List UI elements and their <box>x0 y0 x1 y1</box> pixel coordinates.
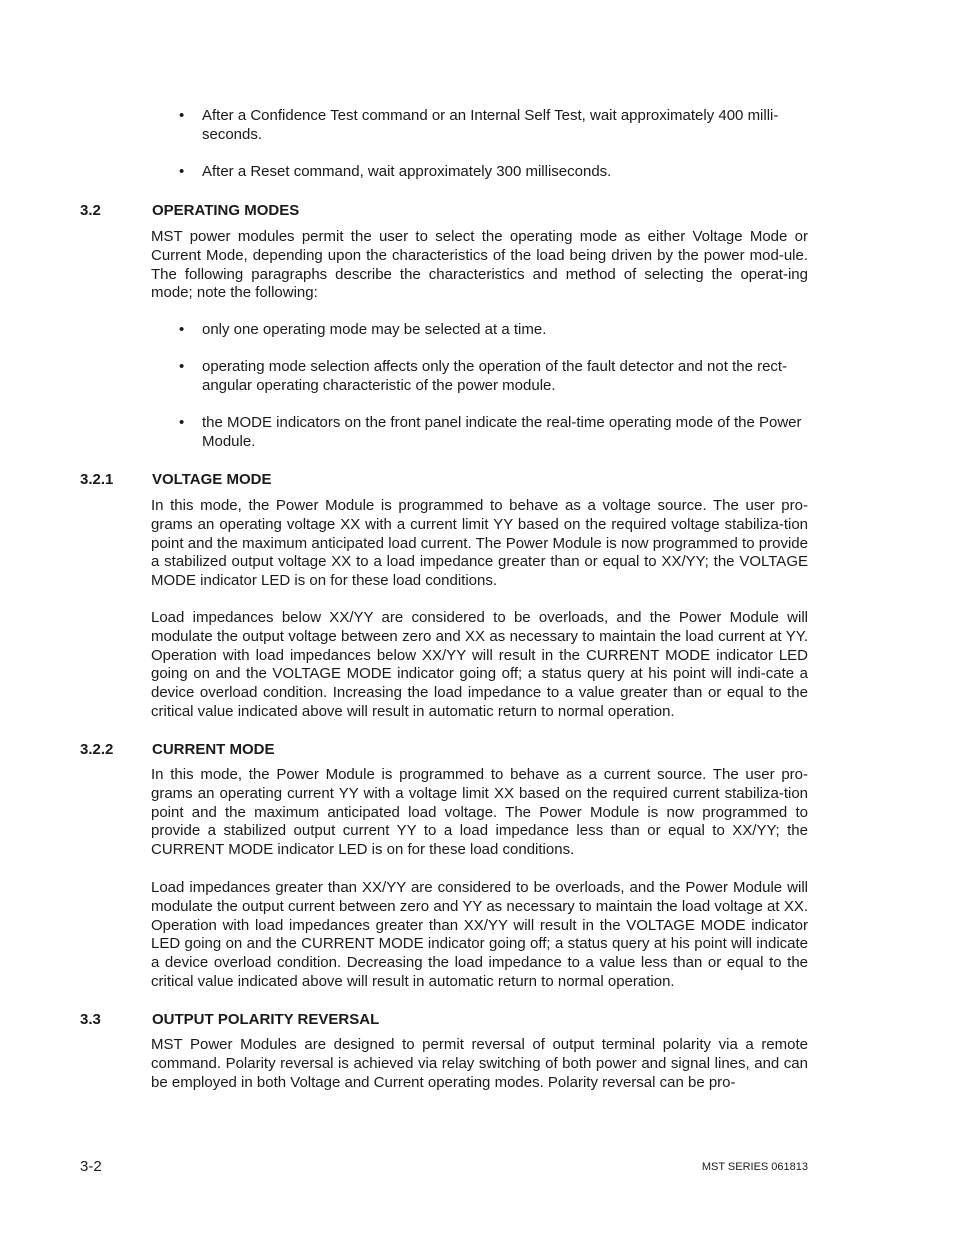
bullet-text: only one operating mode may be selected at a time. <box>202 321 547 338</box>
paragraph: MST power modules permit the user to select the operating mode as either Voltage Mode or Current Mode, depending upon the characteristics of the load being driven by the power mod-ule. The following paragraphs describe the characteristics and method of selecting the operat-ing mode; note the following: <box>151 228 808 302</box>
bullet-text: After a Reset command, wait approximately 300 milliseconds. <box>202 163 612 181</box>
paragraph: MST Power Modules are designed to permit reversal of output terminal polarity via a remote command. Polarity reversal is achieved via relay switching of both power and signal lines, and can be employed in both Voltage and Current operating modes. Polarity reversal can be pro- <box>151 1036 808 1091</box>
section-title: VOLTAGE MODE <box>152 471 272 488</box>
section-heading-3-3 <box>80 1011 379 1029</box>
bullet-text: operating mode selection affects only the operation of the fault detector and not the rect-angular operating characteristic of the power module. <box>202 358 788 395</box>
bullet-symbol: • <box>179 321 185 338</box>
operating-modes-bullet-list <box>179 321 809 452</box>
bullet-symbol: • <box>179 107 185 124</box>
paragraph: Load impedances below XX/YY are considered to be overloads, and the Power Module will modulate the output voltage between zero and XX as necessary to maintain the load current at YY. Operation with load impedances below XX/YY will result in the CURRENT MODE indicator LED going on and the VOLTAGE MODE indicator going off; a status query at his point will indi-cate a device overload condition. Increasing the load impedance to a value greater than or equal to the critical value indicated above will result in automatic return to normal operation. <box>151 609 808 720</box>
section-heading-3-2-1 <box>80 471 271 489</box>
section-number: 3.2.2 <box>80 741 114 758</box>
paragraph: In this mode, the Power Module is programmed to behave as a current source. The user pro-grams an operating current YY with a voltage limit XX based on the required current stabiliza-tion point and the maximum anticipated load voltage. The Power Module is now programmed to provide a stabilized output current YY to a load impedance less than or equal to XX/YY; the CURRENT MODE indicator LED is on for these load conditions. <box>151 766 808 859</box>
paragraph: In this mode, the Power Module is programmed to behave as a voltage source. The user pro-grams an operating voltage XX with a current limit YY based on the required voltage stabiliza-tion point and the maximum anticipated load current. The Power Module is now programmed to provide a stabilized output voltage XX to a load impedance greater than or equal to XX/YY; the VOLTAGE MODE indicator LED is on for these load conditions. <box>151 497 808 590</box>
document-id: MST SERIES 061813 <box>701 1161 808 1173</box>
list-item <box>179 358 809 396</box>
list-item <box>179 321 809 340</box>
bullet-text: After a Confidence Test command or an Internal Self Test, wait approximately 400 milli-seconds. <box>202 107 779 143</box>
section-title: CURRENT MODE <box>152 741 275 758</box>
intro-bullet-list <box>179 107 809 182</box>
bullet-symbol: • <box>179 358 185 376</box>
bullet-symbol: • <box>179 414 185 432</box>
bullet-text: the MODE indicators on the front panel indicate the real-time operating mode of the Power Module. <box>202 414 802 451</box>
section-title: OPERATING MODES <box>152 202 300 219</box>
section-number: 3.3 <box>80 1011 101 1028</box>
page-number: 3-2 <box>80 1158 102 1175</box>
bullet-symbol: • <box>179 163 185 181</box>
list-item <box>179 414 809 452</box>
list-item <box>179 107 809 145</box>
paragraph: Load impedances greater than XX/YY are considered to be overloads, and the Power Module will modulate the output current between zero and YY as necessary to maintain the load voltage at XX. Operation with load impedances greater than XX/YY will result in the VOLTAGE MODE indicator LED going on and the CURRENT MODE indicator going off; a status query at his point will indicate a device overload condition. Decreasing the load impedance to a value less than or equal to the critical value indicated above will result in automatic return to normal operation. <box>151 879 808 990</box>
section-heading-3-2 <box>80 202 299 220</box>
section-number: 3.2 <box>80 202 101 219</box>
section-number: 3.2.1 <box>80 471 114 488</box>
section-heading-3-2-2 <box>80 741 275 759</box>
list-item <box>179 163 809 182</box>
section-title: OUTPUT POLARITY REVERSAL <box>152 1011 380 1028</box>
